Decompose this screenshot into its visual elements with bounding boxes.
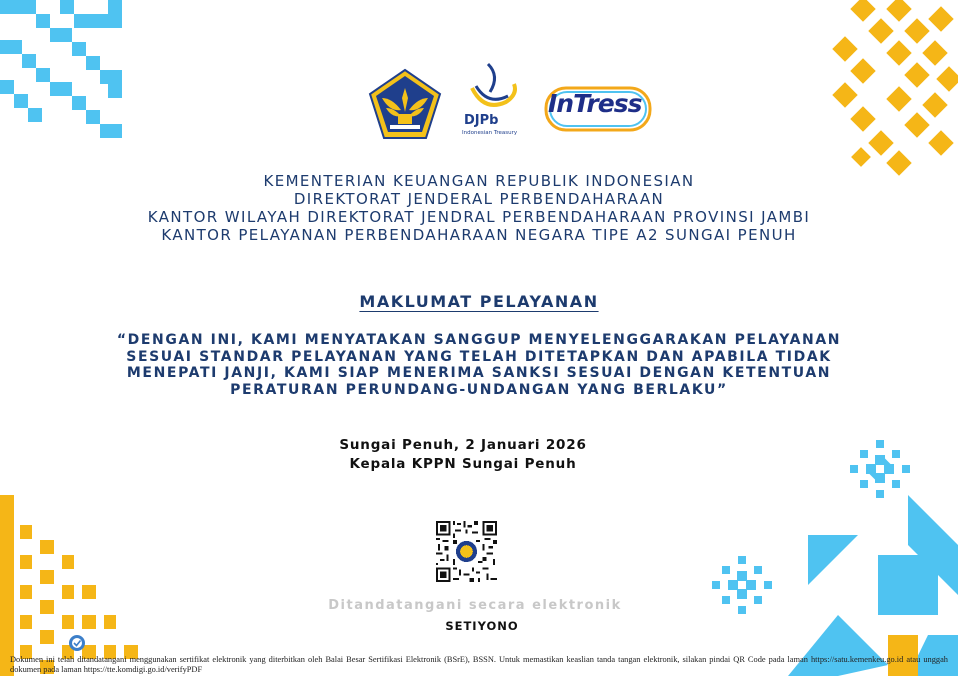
signature-block-heading xyxy=(0,436,926,474)
header-line-kppn: KANTOR PELAYANAN PERBENDAHARAAN NEGARA TIPE A2 SUNGAI PENUH xyxy=(161,226,797,244)
bottom-right-ornament xyxy=(778,495,958,676)
service-statement xyxy=(0,332,958,398)
institution-header xyxy=(0,172,958,244)
electronic-signature-note: Ditandatangani secara elektronik xyxy=(328,598,622,613)
djpb-logo-subtitle: Indonesian Treasury xyxy=(462,130,518,136)
top-left-ornament xyxy=(0,0,130,140)
bsre-seal-icon xyxy=(68,634,86,652)
document-title-text: MAKLUMAT PELAYANAN xyxy=(359,292,599,311)
djpb-swoosh-icon xyxy=(466,62,522,114)
place-date: Sungai Penuh, 2 Januari 2026 xyxy=(339,437,587,453)
header-line-regional-office: KANTOR WILAYAH DIREKTORAT JENDRAL PERBENDAHARAAN PROVINSI JAMBI xyxy=(147,208,811,226)
statement-line: “DENGAN INI, KAMI MENYATAKAN SANGGUP MENYELENGGARAKAN PELAYANAN xyxy=(116,332,842,348)
top-right-ornament xyxy=(832,0,958,185)
header-line-ministry: KEMENTERIAN KEUANGAN REPUBLIK INDONESIAN xyxy=(263,172,695,190)
bsre-footer-note: Dokumen ini telah ditandatangani menggunakan sertifikat elektronik yang diterbitkan oleh Balai Besar Sertifikasi Elektronik (BSrE), BSSN. Untuk memastikan keaslian tanda tangan elektronik, silakan pindai QR Code pada laman https://satu.kemenkeu.go.id atau unggah dokumen pada laman https://tte.komdigi.go.id/verifyPDF xyxy=(10,655,948,674)
signer-position: Kepala KPPN Sungai Penuh xyxy=(349,456,577,472)
header-line-directorate: DIREKTORAT JENDERAL PERBENDAHARAAN xyxy=(293,190,665,208)
djpb-logo-text: DJPb xyxy=(464,113,499,128)
statement-line: PERATURAN PERUNDANG-UNDANGAN YANG BERLAKU” xyxy=(230,381,728,398)
qr-code-with-kemenkeu-logo xyxy=(436,521,497,582)
document-title xyxy=(0,292,958,311)
signer-name: SETIYONO xyxy=(445,619,519,633)
intress-logo-text: InTress xyxy=(548,89,642,118)
statement-line: SESUAI STANDAR PELAYANAN YANG TELAH DITETAPKAN DAN APABILA TIDAK xyxy=(126,348,832,365)
kemenkeu-garuda-emblem-icon xyxy=(368,68,442,140)
statement-line: MENEPATI JANJI, KAMI SIAP MENERIMA SANKSI SESUAI DENGAN KETENTUAN xyxy=(126,365,832,381)
